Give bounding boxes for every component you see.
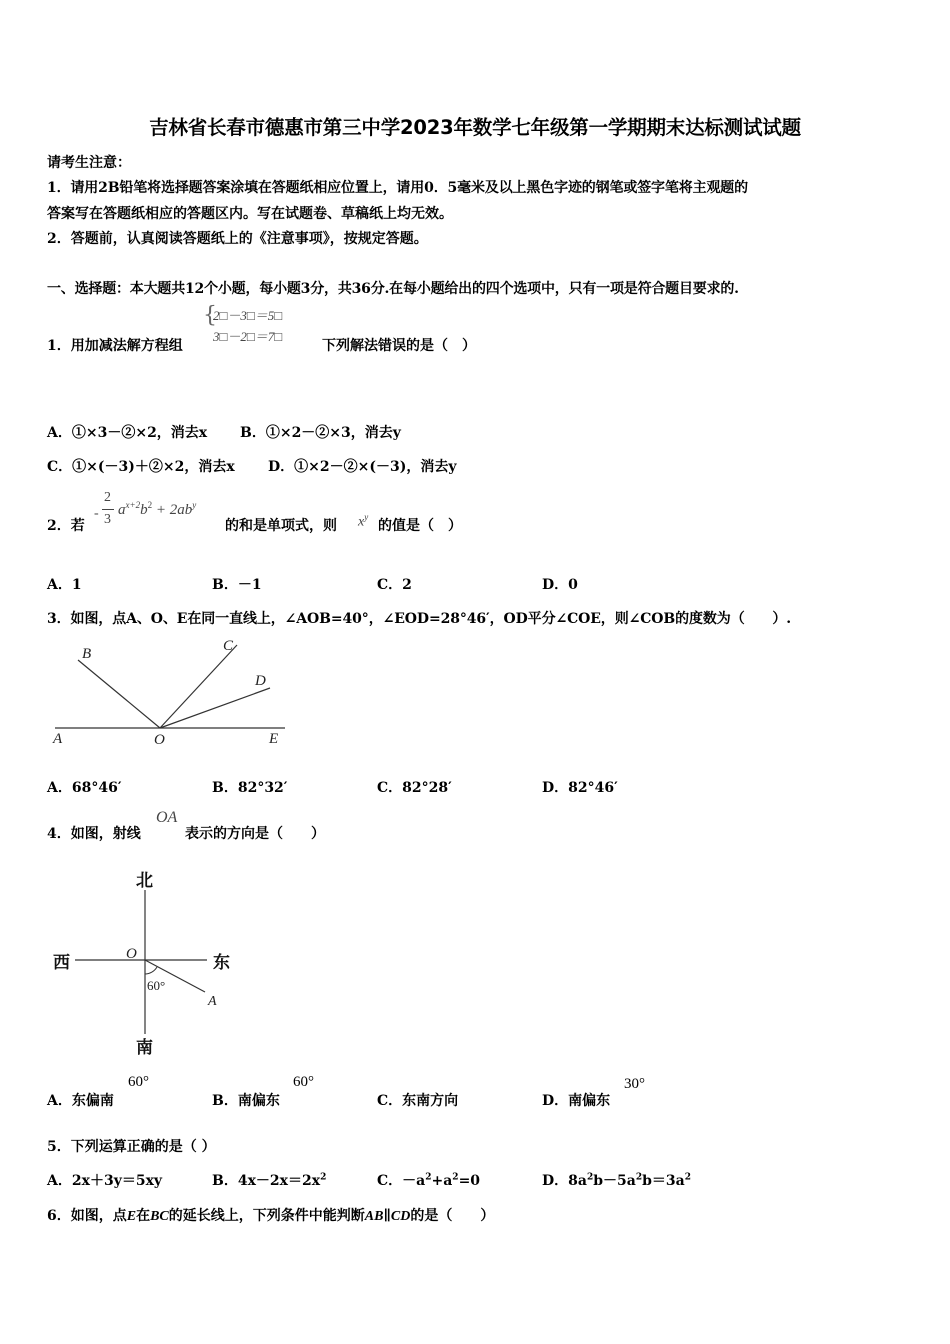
- q3-option-b: B．82°32′: [212, 780, 288, 796]
- q4-option-b: B．南偏东: [212, 1093, 280, 1109]
- q1-option-d: D．①×2－②×(－3)，消去y: [268, 459, 457, 475]
- q3-option-d: D．82°46′: [542, 780, 618, 796]
- page-title: 吉林省长春市德惠市第三中学2023年数学七年级第一学期期末达标测试试题: [149, 116, 801, 139]
- q2-expression: $a^{x+2}b^2 + 2ab^y$: [118, 500, 197, 518]
- q1-option-c: C．①×(－3)＋②×2，消去x: [47, 459, 235, 475]
- q3-option-a: A．68°46′: [47, 780, 122, 796]
- angle-arc: [145, 967, 157, 974]
- q2-xy: $x^y$: [358, 512, 369, 530]
- q4-ray-label: OA: [156, 809, 178, 826]
- notice-line-2: 答案写在答题纸相应的答题区内。写在试题卷、草稿纸上均无效。: [47, 206, 453, 222]
- section-heading: 一、选择题：本大题共12个小题，每小题3分，共36分.在每小题给出的四个选项中，只有一项是符合题目要求的.: [47, 281, 739, 297]
- label-A: A: [53, 731, 63, 747]
- label-B: B: [82, 646, 92, 662]
- ray-OB: [78, 660, 160, 728]
- q4-prefix: 4．如图，射线: [47, 826, 141, 842]
- q2-suffix: 的和是单项式，则: [225, 518, 337, 534]
- q5-option-c: C．$-a^2+a^2=0$: [377, 1172, 481, 1189]
- q4-option-c: C．东南方向: [377, 1093, 459, 1109]
- q1-equation-1: 2□－3□＝5□: [213, 308, 283, 323]
- ray-OD: [160, 688, 270, 728]
- q4-option-d: D．南偏东: [542, 1093, 611, 1109]
- ray-OC: [160, 645, 237, 728]
- q1-option-a: A．①×3－②×2，消去x: [47, 425, 208, 441]
- q2-option-c: C．2: [377, 577, 412, 593]
- notice-line-3: 2．答题前，认真阅读答题纸上的《注意事项》，按规定答题。: [47, 231, 428, 247]
- notice-line-1: 1．请用2B铅笔将选择题答案涂填在答题纸相应位置上，请用0．5毫米及以上黑色字迹的钢笔或签字笔将主观题的: [47, 180, 748, 196]
- q2-option-d: D．0: [542, 577, 578, 593]
- q2-fraction-denominator: 3: [104, 512, 111, 527]
- q1-option-b: B．①×2－②×3，消去y: [240, 425, 401, 441]
- q1-equation-2: 3□－2□＝7□: [213, 329, 283, 344]
- label-east: 东: [213, 953, 230, 973]
- label-D: D: [255, 673, 266, 689]
- q4-option-b-degree: 60°: [293, 1074, 314, 1090]
- q4-compass-figure: [45, 862, 245, 1062]
- angle-label: 60°: [147, 978, 166, 993]
- q4-option-a-degree: 60°: [128, 1074, 149, 1090]
- q3-text: 3．如图，点A、O、E在同一直线上，∠AOB=40°，∠EOD=28°46′，OD平分∠COE，则∠COB的度数为（ ）.: [47, 611, 792, 627]
- q5-option-a: A．2x＋3y＝5xy: [47, 1173, 163, 1189]
- label-C: C: [223, 638, 234, 654]
- label-south: 南: [136, 1038, 153, 1058]
- q3-option-c: C．82°28′: [377, 780, 452, 796]
- equation-brace: {: [203, 303, 217, 328]
- q2-fraction-numerator: 2: [104, 490, 111, 505]
- q1-prefix: 1．用加减法解方程组: [47, 338, 183, 354]
- q2-suffix-2: 的值是（ ）: [378, 518, 462, 534]
- q2-prefix: 2．若: [47, 518, 85, 534]
- label-north: 北: [136, 871, 153, 891]
- label-O: O: [154, 732, 165, 748]
- q2-minus: -: [94, 506, 99, 521]
- q5-text: 5．下列运算正确的是（ ）: [47, 1139, 216, 1155]
- fraction-bar: [102, 509, 114, 510]
- q4-suffix: 表示的方向是（ ）: [185, 826, 325, 842]
- label-west: 西: [53, 953, 70, 973]
- q4-option-d-degree: 30°: [624, 1076, 645, 1092]
- label-O: O: [126, 946, 137, 962]
- label-E: E: [269, 731, 279, 747]
- label-A: A: [208, 994, 217, 1009]
- q5-option-b: B．$4x-2x=2x^2$: [212, 1172, 327, 1189]
- q6-text: 6．如图，点E在BC的延长线上，下列条件中能判断AB∥CD的是（ ）: [47, 1208, 495, 1224]
- q2-option-a: A．1: [47, 577, 82, 593]
- q3-angle-figure: [45, 630, 295, 755]
- q1-suffix: 下列解法错误的是（ ）: [322, 338, 476, 354]
- q5-option-d: D．$8a^2b-5a^2b=3a^2$: [542, 1172, 691, 1189]
- notice-heading: 请考生注意：: [47, 155, 131, 171]
- q4-option-a: A．东偏南: [47, 1093, 114, 1109]
- q2-option-b: B．－1: [212, 577, 262, 593]
